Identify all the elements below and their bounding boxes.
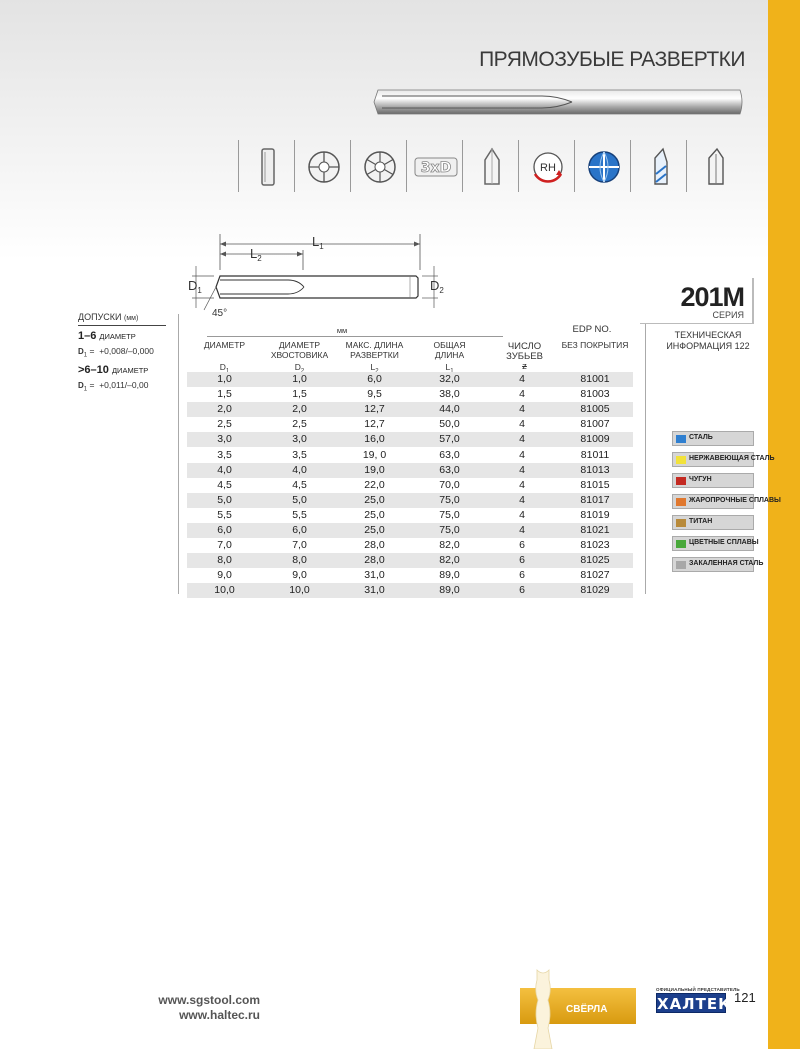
- d2-subscript: 2: [439, 286, 444, 295]
- table-cell: 32,0: [412, 372, 487, 387]
- table-row: [187, 493, 633, 508]
- col-uncoated: [557, 340, 633, 350]
- tolerance-heading: [78, 312, 166, 326]
- table-row: [187, 568, 633, 583]
- tech-info-line1: ТЕХНИЧЕСКАЯ: [674, 330, 742, 340]
- table-cell: 5,5: [187, 508, 262, 523]
- table-cell: 3,0: [187, 432, 262, 447]
- col-shank-sym: D: [294, 362, 301, 372]
- table-row: [187, 553, 633, 568]
- table-cell: 81021: [557, 523, 633, 538]
- table-cell: 82,0: [412, 553, 487, 568]
- table-cell: 81019: [557, 508, 633, 523]
- cylindrical-shank-icon: [238, 140, 292, 192]
- table-cell: 81011: [557, 447, 633, 462]
- table-cell: 4: [487, 387, 557, 402]
- table-cell: 28,0: [337, 553, 412, 568]
- table-cell: 3,5: [187, 447, 262, 462]
- table-cell: 25,0: [337, 493, 412, 508]
- col-shank-diameter-label1: ДИАМЕТР: [278, 340, 321, 350]
- table-cell: 38,0: [412, 387, 487, 402]
- table-cell: 4,5: [262, 478, 337, 493]
- l1-label: L: [312, 234, 320, 249]
- tolerance-heading-text: ДОПУСКИ: [78, 312, 122, 322]
- col-flutes-symbol: z: [522, 361, 527, 372]
- table-cell: 19,0: [337, 463, 412, 478]
- table-cell: 89,0: [412, 568, 487, 583]
- table-cell: 4,0: [187, 463, 262, 478]
- table-cell: 75,0: [412, 493, 487, 508]
- table-cell: 81029: [557, 583, 633, 598]
- dimension-diagram: [178, 230, 444, 322]
- tolerance-1-symbol-sub: 1: [83, 352, 88, 359]
- table-cell: 1,5: [262, 387, 337, 402]
- table-cell: 4: [487, 432, 557, 447]
- table-cell: 4: [487, 417, 557, 432]
- table-cell: 10,0: [262, 583, 337, 598]
- table-cell: 10,0: [187, 583, 262, 598]
- material-color-swatch: [676, 498, 686, 506]
- table-cell: 5,5: [262, 508, 337, 523]
- material-color-swatch: [676, 540, 686, 548]
- table-cell: 6: [487, 553, 557, 568]
- table-cell: 2,0: [187, 402, 262, 417]
- table-cell: 81007: [557, 417, 633, 432]
- tolerance-range-2-value: >6–10: [78, 364, 109, 376]
- tolerance-range-1-value: 1–6: [78, 330, 97, 342]
- tolerance-range-1-label: ДИАМЕТР: [99, 332, 136, 341]
- table-row: [187, 538, 633, 553]
- coating-globe-icon: [574, 140, 628, 192]
- table-cell: 3,0: [262, 432, 337, 447]
- table-cell: 4: [487, 523, 557, 538]
- unit-label: мм: [336, 326, 348, 335]
- table-row: [187, 372, 633, 387]
- material-label: ТИТАН: [689, 518, 713, 525]
- table-cell: 81025: [557, 553, 633, 568]
- material-color-swatch: [676, 561, 686, 569]
- url-haltec[interactable]: www.haltec.ru: [179, 1008, 260, 1022]
- table-cell: 8,0: [262, 553, 337, 568]
- col-max-length-label2: РАЗВЕРТКИ: [350, 350, 399, 360]
- table-cell: 9,5: [337, 387, 412, 402]
- table-cell: 81003: [557, 387, 633, 402]
- table-cell: 81015: [557, 478, 633, 493]
- table-cell: 81005: [557, 402, 633, 417]
- table-cell: 1,5: [187, 387, 262, 402]
- 3xd-label: 3xD: [420, 160, 452, 176]
- tolerance-2-symbol-sub: 1: [83, 386, 88, 393]
- col-shank-diameter-label2: ХВОСТОВИКА: [270, 350, 329, 360]
- table-cell: 4: [487, 447, 557, 462]
- table-cell: 31,0: [337, 583, 412, 598]
- table-cell: 4: [487, 478, 557, 493]
- material-color-swatch: [676, 435, 686, 443]
- table-row: [187, 508, 633, 523]
- svg-text:L1: [312, 234, 324, 251]
- table-cell: 63,0: [412, 447, 487, 462]
- l2-subscript: 2: [257, 254, 262, 263]
- table-cell: 57,0: [412, 432, 487, 447]
- material-label: СТАЛЬ: [689, 434, 713, 441]
- table-cell: 4: [487, 402, 557, 417]
- table-cell: 89,0: [412, 583, 487, 598]
- table-row: [187, 463, 633, 478]
- url-sgstool[interactable]: www.sgstool.com: [158, 993, 260, 1007]
- right-hand-rotation-icon: [518, 140, 572, 192]
- table-cell: 6,0: [187, 523, 262, 538]
- material-legend-item: [672, 515, 754, 530]
- reamer-table: [187, 372, 633, 598]
- table-cell: 6,0: [262, 523, 337, 538]
- yellow-side-bar: [768, 0, 800, 1049]
- material-legend-item: [672, 452, 775, 467]
- table-cell: 63,0: [412, 463, 487, 478]
- helix-left-icon: [630, 140, 684, 192]
- svg-text:D1: [188, 278, 202, 295]
- table-cell: 9,0: [187, 568, 262, 583]
- official-rep-text: ОФИЦИАЛЬНЫЙ ПРЕДСТАВИТЕЛЬ: [656, 987, 740, 992]
- table-cell: 3,5: [262, 447, 337, 462]
- table-cell: 28,0: [337, 538, 412, 553]
- page-number: 121: [734, 990, 756, 1005]
- table-right-divider: [645, 324, 646, 594]
- material-label: ЖАРОПРОЧНЫЕ СПЛАВЫ: [689, 497, 781, 504]
- tolerance-2-eq: =: [89, 380, 95, 390]
- section-label: СВЁРЛА: [566, 1004, 608, 1015]
- col-overall-length-label2: ДЛИНА: [434, 350, 465, 360]
- series-label: СЕРИЯ: [712, 310, 744, 320]
- angle-label: 45°: [212, 308, 228, 319]
- table-cell: 75,0: [412, 523, 487, 538]
- material-legend-item: [672, 473, 754, 488]
- table-cell: 44,0: [412, 402, 487, 417]
- tolerance-range-1: [78, 330, 136, 342]
- four-flute-cross-section-icon: [294, 140, 348, 192]
- l2-label: L: [250, 246, 258, 261]
- material-label: ЗАКАЛЕННАЯ СТАЛЬ: [689, 560, 764, 567]
- table-cell: 6,0: [337, 372, 412, 387]
- table-cell: 4,5: [187, 478, 262, 493]
- table-cell: 6: [487, 583, 557, 598]
- helix-straight-icon: [686, 140, 740, 192]
- table-cell: 5,0: [262, 493, 337, 508]
- svg-text:L2: [250, 246, 262, 263]
- tolerance-1-eq: =: [89, 346, 95, 356]
- material-label: ЧУГУН: [689, 476, 712, 483]
- series-number: 201M: [680, 282, 744, 312]
- col-overall-length-label1: ОБЩАЯ: [433, 340, 466, 350]
- table-cell: 16,0: [337, 432, 412, 447]
- reamer-image: [372, 86, 746, 118]
- material-legend-item: [672, 557, 764, 572]
- material-color-swatch: [676, 519, 686, 527]
- table-cell: 19, 0: [337, 447, 412, 462]
- table-cell: 4: [487, 508, 557, 523]
- tolerance-range-2-label: ДИАМЕТР: [111, 366, 149, 375]
- material-label: НЕРЖАВЕЮЩАЯ СТАЛЬ: [689, 455, 775, 462]
- tolerance-range-2: [78, 364, 148, 376]
- table-row: [187, 523, 633, 538]
- svg-text:D2: [430, 278, 444, 295]
- table-cell: 12,7: [337, 402, 412, 417]
- col-uncoated-label: БЕЗ ПОКРЫТИЯ: [561, 340, 629, 350]
- table-cell: 75,0: [412, 508, 487, 523]
- footer-urls: [100, 993, 260, 1023]
- table-cell: 9,0: [262, 568, 337, 583]
- table-row: [187, 478, 633, 493]
- table-cell: 50,0: [412, 417, 487, 432]
- table-cell: 5,0: [187, 493, 262, 508]
- six-flute-cross-section-icon: [350, 140, 404, 192]
- table-cell: 6: [487, 538, 557, 553]
- col-flutes: [487, 342, 562, 372]
- rh-label: RH: [540, 162, 556, 174]
- table-cell: 4: [487, 493, 557, 508]
- l1-subscript: 1: [319, 242, 324, 251]
- material-legend-item: [672, 494, 781, 509]
- col-max-length-sym: L: [370, 362, 376, 372]
- tolerance-heading-unit: (мм): [124, 315, 139, 322]
- table-cell: 81009: [557, 432, 633, 447]
- table-cell: 70,0: [412, 478, 487, 493]
- table-row: [187, 417, 633, 432]
- feature-icon-strip: [238, 140, 748, 192]
- material-color-swatch: [676, 456, 686, 464]
- haltec-logo: ХАЛТЕК: [657, 995, 732, 1013]
- reamer-point-icon: [462, 140, 516, 192]
- col-diameter-sym: D: [219, 362, 226, 372]
- material-legend-item: [672, 536, 759, 551]
- table-cell: 25,0: [337, 523, 412, 538]
- material-color-swatch: [676, 477, 686, 485]
- d1-subscript: 1: [197, 286, 202, 295]
- table-cell: 81023: [557, 538, 633, 553]
- 3xd-depth-icon: [406, 140, 460, 192]
- table-cell: 12,7: [337, 417, 412, 432]
- material-legend-item: [672, 431, 754, 446]
- table-cell: 8,0: [187, 553, 262, 568]
- tech-info-link[interactable]: [652, 330, 764, 352]
- table-cell: 4: [487, 463, 557, 478]
- table-cell: 1,0: [262, 372, 337, 387]
- d1-label: D: [188, 278, 198, 293]
- pillar-graphic: [530, 970, 556, 1049]
- material-label: ЦВЕТНЫЕ СПЛАВЫ: [689, 539, 759, 546]
- table-cell: 22,0: [337, 478, 412, 493]
- col-max-length-label1: МАКС. ДЛИНА: [345, 340, 404, 350]
- table-cell: 25,0: [337, 508, 412, 523]
- table-row: [187, 402, 633, 417]
- table-cell: 1,0: [187, 372, 262, 387]
- edp-label: EDP NO.: [572, 324, 612, 335]
- tolerance-2-symbol: D: [78, 381, 84, 390]
- table-row: [187, 583, 633, 598]
- table-cell: 4: [487, 372, 557, 387]
- table-cell: 81027: [557, 568, 633, 583]
- table-cell: 82,0: [412, 538, 487, 553]
- page-title: ПРЯМОЗУБЫЕ РАЗВЕРТКИ: [479, 48, 745, 71]
- tech-info-line2: ИНФОРМАЦИЯ 122: [666, 341, 750, 351]
- table-cell: 6: [487, 568, 557, 583]
- tolerance-1-value: +0,008/–0,000: [99, 346, 154, 356]
- table-header: [187, 324, 633, 372]
- table-row: [187, 447, 633, 462]
- table-cell: 2,0: [262, 402, 337, 417]
- table-cell: 31,0: [337, 568, 412, 583]
- col-overall-length-sym: L: [445, 362, 451, 372]
- table-cell: 7,0: [187, 538, 262, 553]
- tolerance-2-value: +0,011/–0,00: [99, 380, 149, 390]
- d2-label: D: [430, 278, 440, 293]
- table-cell: 2,5: [187, 417, 262, 432]
- table-cell: 7,0: [262, 538, 337, 553]
- table-cell: 2,5: [262, 417, 337, 432]
- tolerance-value-2: [78, 380, 148, 393]
- table-cell: 81001: [557, 372, 633, 387]
- table-cell: 81017: [557, 493, 633, 508]
- tolerance-1-symbol: D: [78, 347, 84, 356]
- table-left-divider: [178, 314, 179, 594]
- series-box: [640, 278, 754, 324]
- table-row: [187, 432, 633, 447]
- table-cell: 4,0: [262, 463, 337, 478]
- table-cell: 81013: [557, 463, 633, 478]
- col-flutes-label1: ЧИСЛО: [507, 341, 542, 352]
- col-diameter-label: ДИАМЕТР: [203, 340, 246, 350]
- col-flutes-label2: ЗУБЬЕВ: [506, 351, 543, 362]
- tolerance-value-1: [78, 346, 154, 359]
- unit-rule: [207, 336, 503, 337]
- table-row: [187, 387, 633, 402]
